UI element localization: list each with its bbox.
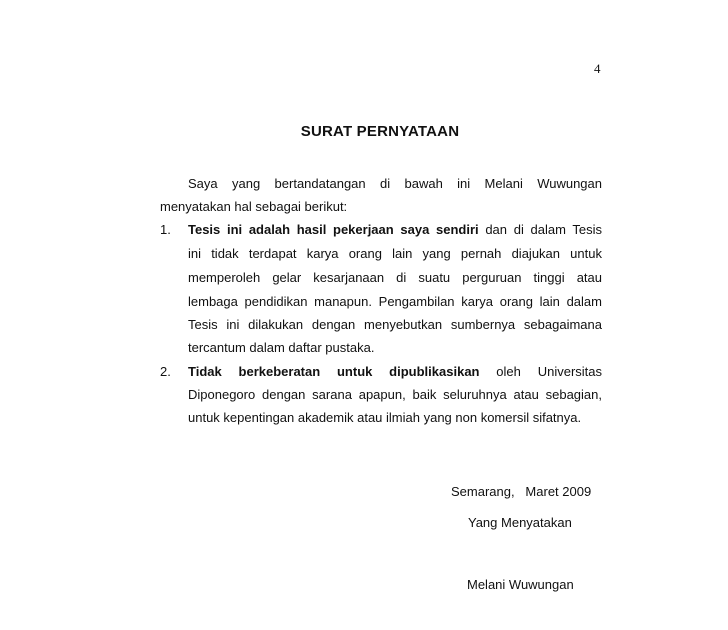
- signature-name: Melani Wuwungan: [467, 577, 574, 592]
- item-2-line-1: [188, 364, 602, 379]
- item-1-line-5: Tesis ini dilakukan dengan menyebutkan sumbernya sebagaimana: [188, 317, 602, 332]
- signature-role: Yang Menyatakan: [468, 515, 572, 530]
- item-1-line-3: memperoleh gelar kesarjanaan di suatu perguruan tinggi atau: [188, 270, 602, 285]
- item-2-line-2: Diponegoro dengan sarana apapun, baik seluruhnya atau sebagian,: [188, 387, 602, 402]
- intro-line-1: Saya yang bertandatangan di bawah ini Melani Wuwungan: [188, 176, 602, 191]
- item-1-bold-text: Tesis ini adalah hasil pekerjaan saya sendiri: [188, 222, 479, 237]
- item-marker-1: 1.: [160, 222, 171, 237]
- page-number: 4: [594, 61, 601, 76]
- item-1-line-1: [188, 222, 602, 237]
- item-marker-2: 2.: [160, 364, 171, 379]
- signature-place-date: Semarang, Maret 2009: [451, 484, 592, 499]
- item-2-bold-text: Tidak berkeberatan untuk dipublikasikan: [188, 364, 480, 379]
- item-1-line-6: tercantum dalam daftar pustaka.: [188, 340, 375, 355]
- item-2-line-3: untuk kepentingan akademik atau ilmiah yang non komersil sifatnya.: [188, 410, 582, 425]
- item-1-first-rest: dan di dalam Tesis: [478, 222, 602, 237]
- document-title: SURAT PERNYATAAN: [300, 123, 460, 140]
- item-2-first-rest: oleh Universitas: [479, 364, 602, 379]
- intro-line-2: menyatakan hal sebagai berikut:: [160, 199, 348, 214]
- item-1-line-2: ini tidak terdapat karya orang lain yang pernah diajukan untuk: [188, 246, 602, 261]
- item-1-line-4: lembaga pendidikan manapun. Pengambilan karya orang lain dalam: [188, 294, 602, 309]
